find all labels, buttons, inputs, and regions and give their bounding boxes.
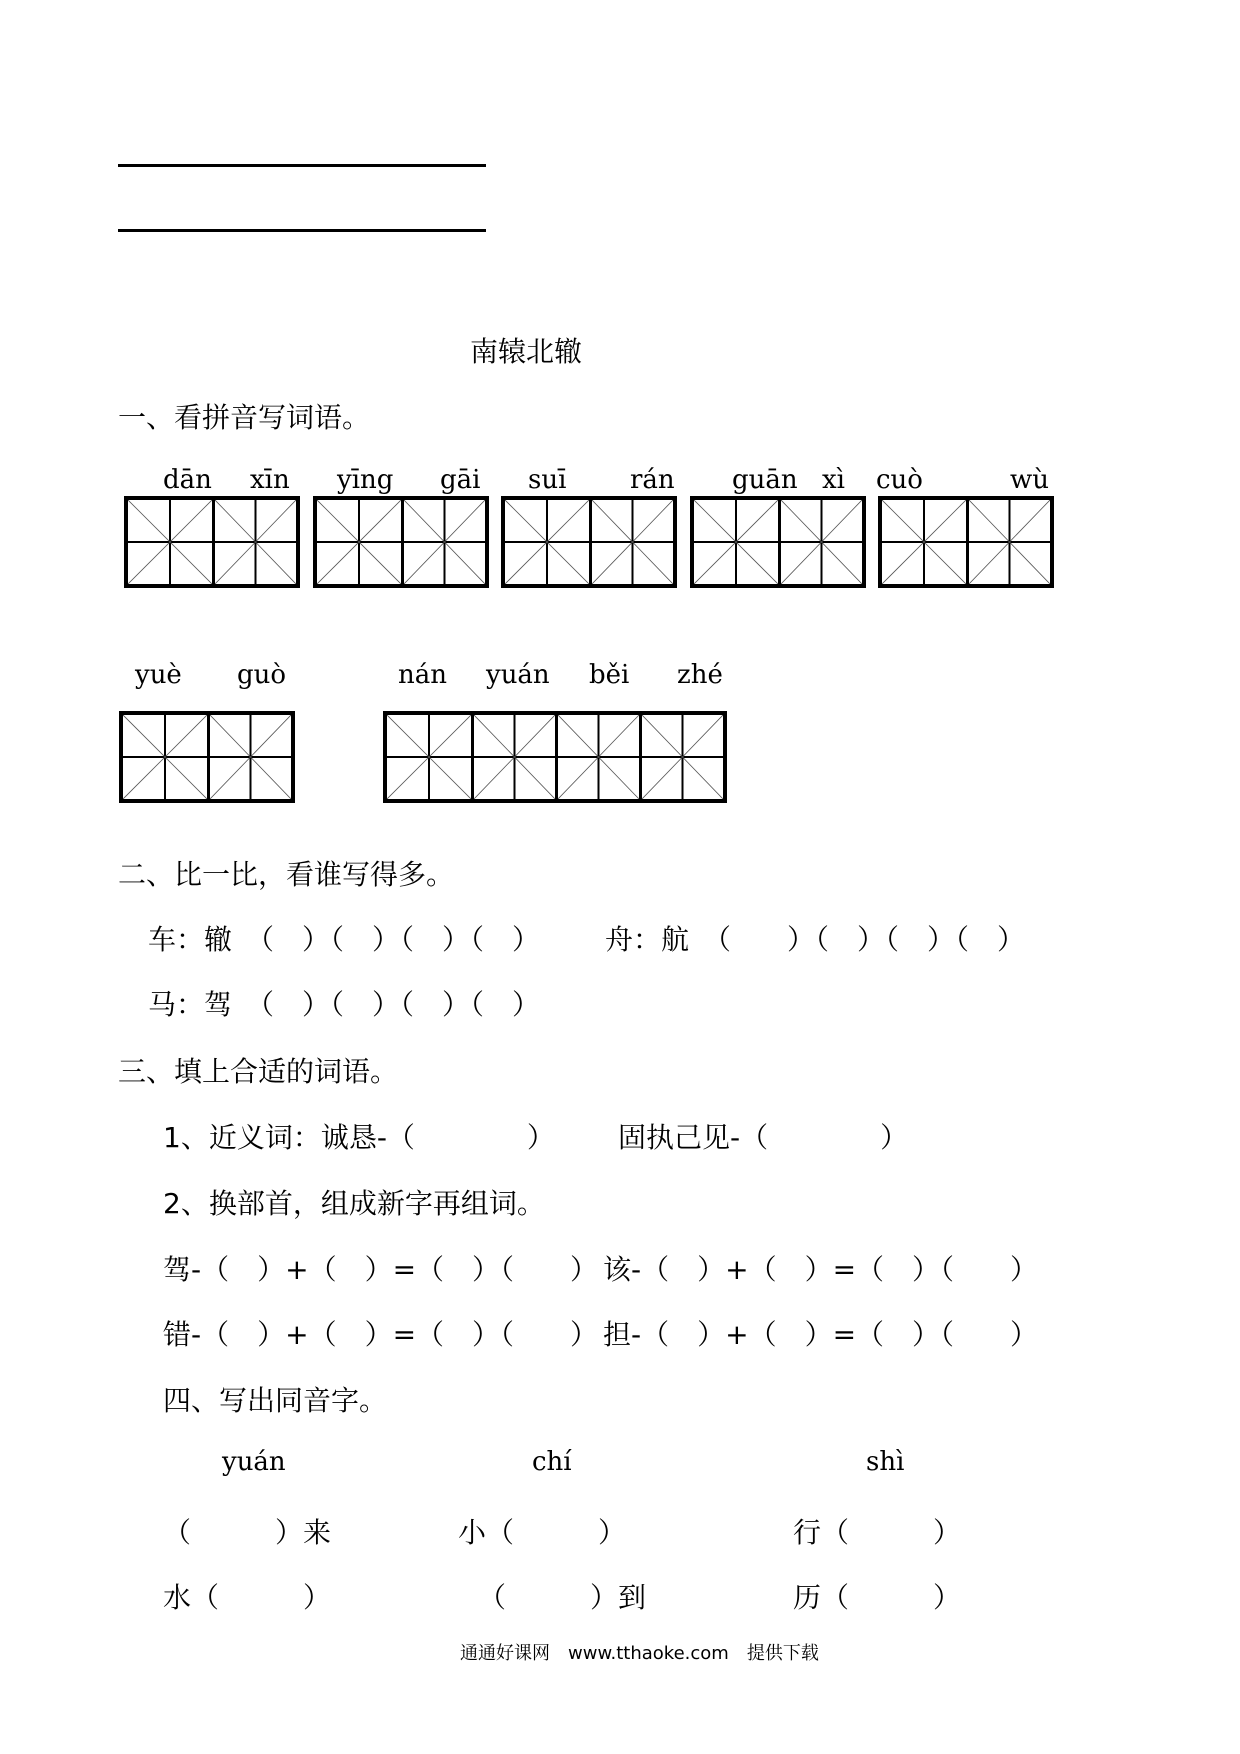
tianzige-cell[interactable] xyxy=(639,715,723,799)
cell-guides xyxy=(642,715,723,799)
cell-guides xyxy=(558,715,639,799)
tianzige-cell[interactable] xyxy=(778,500,862,584)
cell-guides xyxy=(694,500,778,584)
blank-line-1 xyxy=(118,164,486,167)
tianzige-cell[interactable] xyxy=(966,500,1050,584)
writing-grid[interactable] xyxy=(690,496,866,588)
pinyin: xīn xyxy=(250,465,290,495)
cell-guides xyxy=(317,500,401,584)
section3-heading: 三、填上合适的词语。 xyxy=(118,1055,399,1088)
compare-line-zhou: 舟：航 （ ）（ ）（ ）（ ） xyxy=(605,923,1026,956)
tianzige-cell[interactable] xyxy=(387,715,471,799)
homophone-blank: 小（ ） xyxy=(458,1516,627,1549)
pinyin: cuò xyxy=(876,465,923,495)
writing-grid[interactable] xyxy=(124,496,300,588)
homophone-blank: 行（ ） xyxy=(793,1516,962,1549)
cell-guides xyxy=(123,715,207,799)
cell-guides xyxy=(474,715,555,799)
synonym-item-2: 固执己见-（ ） xyxy=(618,1121,909,1154)
writing-grid[interactable] xyxy=(383,711,727,803)
cell-guides xyxy=(210,715,291,799)
tianzige-cell[interactable] xyxy=(212,500,296,584)
pinyin: guò xyxy=(237,660,287,690)
tianzige-cell[interactable] xyxy=(694,500,778,584)
cell-guides xyxy=(781,500,862,584)
tianzige-cell[interactable] xyxy=(589,500,673,584)
pinyin: gāi xyxy=(440,465,481,495)
pinyin: yuán xyxy=(486,660,550,690)
page-title: 南辕北辙 xyxy=(470,335,583,368)
tianzige-cell[interactable] xyxy=(555,715,639,799)
pinyin: guān xyxy=(732,465,798,495)
cell-guides xyxy=(592,500,673,584)
radical-row: 错-（ ）+（ ）=（ ）（ ） xyxy=(163,1318,599,1351)
pinyin: nán xyxy=(398,660,447,690)
blank-line-2 xyxy=(118,229,486,232)
tianzige-cell[interactable] xyxy=(471,715,555,799)
homophone-blank: 水（ ） xyxy=(163,1581,332,1614)
cell-guides xyxy=(128,500,212,584)
cell-guides xyxy=(215,500,296,584)
writing-grid[interactable] xyxy=(119,711,295,803)
pinyin: dān xyxy=(163,465,212,495)
radical-row: 该-（ ）+（ ）=（ ）（ ） xyxy=(603,1253,1039,1286)
pinyin: běi xyxy=(589,660,630,690)
cell-guides xyxy=(387,715,471,799)
pinyin: chí xyxy=(532,1447,572,1477)
homophone-blank: （ ）到 xyxy=(478,1581,647,1614)
writing-grid[interactable] xyxy=(878,496,1054,588)
cell-guides xyxy=(505,500,589,584)
compare-line-ma: 马：驾 （ ）（ ）（ ）（ ） xyxy=(148,988,541,1021)
pinyin: zhé xyxy=(677,660,723,690)
radical-row: 担-（ ）+（ ）=（ ）（ ） xyxy=(603,1318,1039,1351)
pinyin: shì xyxy=(866,1447,905,1477)
homophone-blank: 历（ ） xyxy=(793,1581,962,1614)
writing-grid[interactable] xyxy=(313,496,489,588)
cell-guides xyxy=(969,500,1050,584)
pinyin: rán xyxy=(630,465,675,495)
pinyin: yuán xyxy=(222,1447,286,1477)
radical-row: 驾-（ ）+（ ）=（ ）（ ） xyxy=(163,1253,599,1286)
tianzige-cell[interactable] xyxy=(882,500,966,584)
compare-line-che: 车：辙 （ ）（ ）（ ）（ ） xyxy=(148,923,541,956)
tianzige-cell[interactable] xyxy=(128,500,212,584)
footer-credit: 通通好课网 www.tthaoke.com 提供下载 xyxy=(460,1643,819,1664)
tianzige-cell[interactable] xyxy=(123,715,207,799)
section2-heading: 二、比一比，看谁写得多。 xyxy=(118,858,455,891)
pinyin: xì xyxy=(822,465,845,495)
tianzige-cell[interactable] xyxy=(401,500,485,584)
tianzige-cell[interactable] xyxy=(505,500,589,584)
tianzige-cell[interactable] xyxy=(207,715,291,799)
radical-instruction: 2、换部首，组成新字再组词。 xyxy=(163,1187,545,1220)
section4-heading: 四、写出同音字。 xyxy=(163,1384,388,1417)
section1-heading: 一、看拼音写词语。 xyxy=(118,401,371,434)
homophone-blank: （ ）来 xyxy=(163,1516,332,1549)
pinyin: suī xyxy=(528,465,567,495)
pinyin: wù xyxy=(1010,465,1049,495)
cell-guides xyxy=(882,500,966,584)
cell-guides xyxy=(404,500,485,584)
writing-grid[interactable] xyxy=(501,496,677,588)
pinyin: yīng xyxy=(337,465,394,495)
synonym-item-1: 1、近义词：诚恳-（ ） xyxy=(163,1121,555,1154)
tianzige-cell[interactable] xyxy=(317,500,401,584)
pinyin: yuè xyxy=(135,660,182,690)
